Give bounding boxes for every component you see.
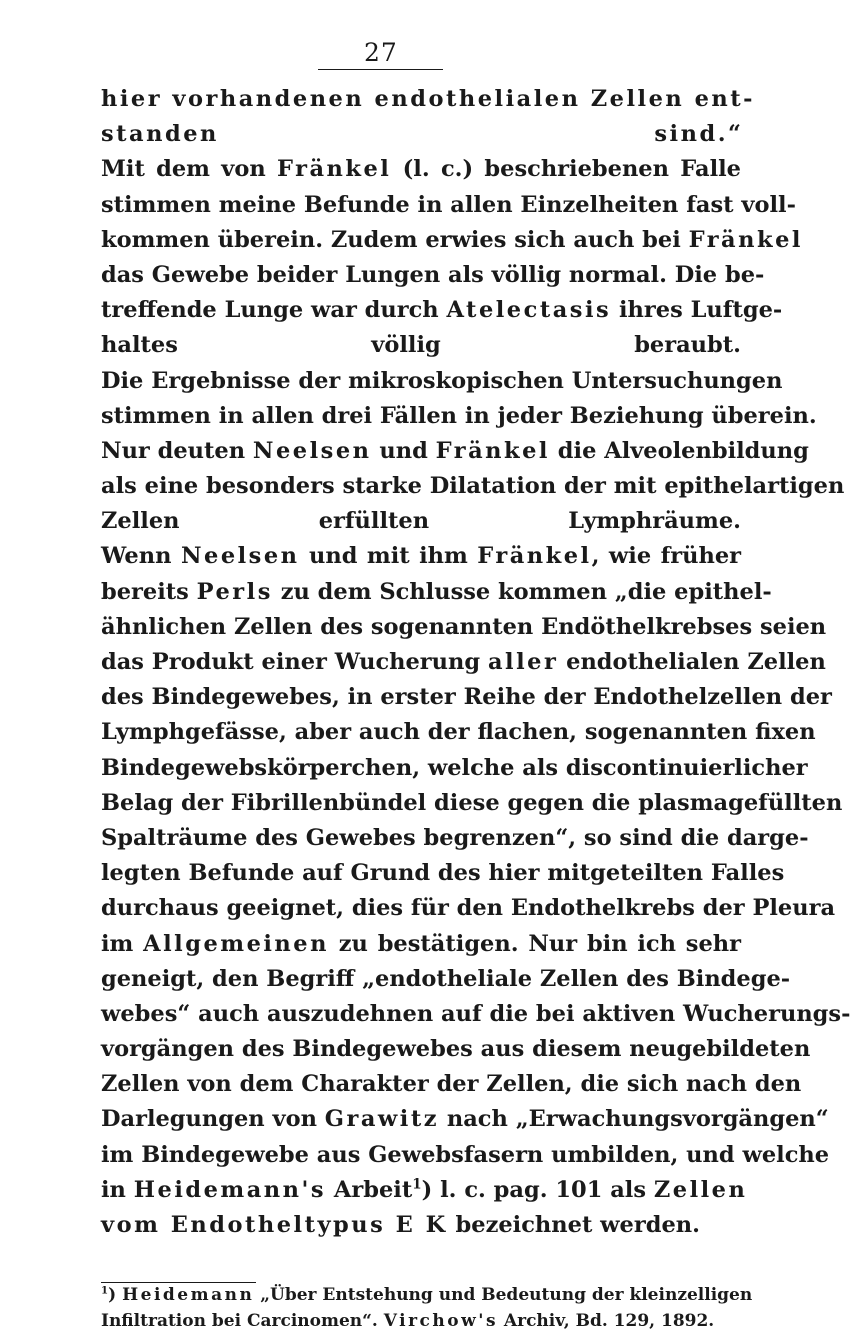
text-run: Archiv, Bd. 129, 1892. [498, 1310, 715, 1331]
text-run: Zellen erfüllten Lymphräume. [101, 508, 741, 535]
text-run: „Über Entstehung und Bedeutung der kleinzelligen [254, 1285, 753, 1305]
text-run: stimmen meine Befunde in allen Einzelheiten fast voll- [101, 191, 796, 218]
spaced-text: Neelsen [252, 437, 372, 464]
spaced-text: vom Endotheltypus E K [101, 1212, 448, 1238]
text-run: Die Ergebnisse der mikroskopischen Untersuchungen [101, 367, 783, 394]
page-number: 27 [364, 38, 398, 67]
text-run: Lymphgefässe, aber auch der flachen, sogenannten fixen [101, 719, 816, 746]
text-run: Nur deuten [101, 437, 253, 464]
text-run: Wenn [101, 543, 181, 570]
text-run: zu bestätigen. Nur bin ich sehr [328, 930, 741, 957]
text-line [101, 715, 816, 750]
text-run: stimmen in allen drei Fällen in jeder Beziehung überein. [101, 402, 817, 429]
text-run: endothelialen Zellen [558, 649, 826, 675]
text-run: als eine besonders starke Dilatation der mit epithelartigen [101, 473, 845, 500]
text-line [101, 1067, 802, 1102]
text-run: des Bindegewebes, in erster Reihe der Endothelzellen der [101, 684, 832, 711]
text-line [101, 1102, 829, 1137]
spaced-text: Allgemeinen [143, 930, 329, 957]
text-line [101, 962, 791, 997]
spaced-text: standen sind. [101, 121, 729, 148]
footnote-marker: 1 [101, 1284, 109, 1297]
text-line [101, 399, 817, 434]
spaced-text: Grawitz [324, 1106, 440, 1133]
spaced-text: Fränkel [435, 437, 550, 464]
text-run: im Bindegewebe aus Gewebsfasern umbilden, und welche [101, 1141, 830, 1168]
text-run: Arbeit [326, 1176, 413, 1203]
text-line [101, 152, 741, 187]
text-run: “ [728, 121, 741, 148]
text-line [101, 751, 808, 786]
text-line [101, 188, 796, 223]
spaced-text: Neelsen [180, 543, 300, 570]
text-run: geneigt, den Begriff „endotheliale Zellen des Bindege- [101, 965, 791, 992]
spaced-text: Perls [196, 578, 273, 605]
text-line [101, 997, 850, 1032]
text-run: Mit dem von [101, 156, 278, 183]
footnote-line [101, 1283, 753, 1309]
text-run: das Gewebe beider Lungen als völlig normal. Die be- [101, 261, 765, 288]
text-line [101, 469, 845, 504]
text-line [101, 680, 832, 715]
text-run: und mit ihm [299, 543, 478, 570]
text-run: legten Befunde auf Grund des hier mitgeteilten Falles [101, 860, 785, 887]
text-run: webes“ auch auszudehnen auf die bei aktiven Wucherungs- [101, 1000, 850, 1027]
text-run: (l. c.) beschriebenen Falle [391, 156, 741, 183]
text-line [101, 645, 826, 680]
text-run: durchaus geeignet, dies für den Endothelkrebs der Pleura [101, 895, 836, 922]
spaced-text: Fränkel [688, 226, 803, 253]
text-run: Spalträume des Gewebes begrenzen“, so sind die darge- [101, 824, 809, 851]
spaced-text: hier vorhandenen endothelialen Zellen ent- [101, 86, 756, 112]
spaced-text: Fränkel [277, 156, 392, 183]
text-run: treffende Lunge war durch [101, 297, 447, 324]
text-run: Darlegungen von [101, 1106, 325, 1133]
text-run: bereits [101, 578, 197, 605]
text-line [101, 293, 783, 328]
text-line [101, 786, 843, 821]
text-line [101, 364, 783, 399]
spaced-text: Fränkel [477, 543, 592, 570]
text-run: im [101, 930, 144, 957]
text-line [101, 504, 741, 539]
text-line [101, 610, 827, 645]
text-run: haltes völlig beraubt. [101, 332, 741, 359]
text-line [101, 927, 741, 962]
text-line [101, 258, 765, 293]
text-run: in [101, 1176, 134, 1203]
text-run: ihres Luftge- [611, 297, 783, 324]
text-line [101, 1032, 811, 1067]
body-text [101, 82, 850, 1243]
text-line [101, 1173, 748, 1208]
text-line [101, 434, 809, 469]
text-line [101, 117, 741, 152]
text-run: , wie früher [591, 543, 742, 570]
text-line [101, 223, 803, 258]
text-line [101, 821, 809, 856]
text-run: ähnlichen Zellen des sogenannten Endöthelkrebses seien [101, 613, 827, 640]
spaced-text: Heidemann [122, 1285, 255, 1305]
spaced-text: Virchow's [383, 1310, 499, 1331]
text-run: Belag der Fibrillenbündel diese gegen die plasmagefüllten [101, 789, 843, 816]
spaced-text: Atelectasis [446, 297, 612, 324]
text-line [101, 539, 741, 574]
text-run: ) [108, 1285, 123, 1305]
text-run: zu dem Schlusse kommen „die epithel- [272, 578, 772, 605]
text-line [101, 328, 741, 363]
footnote-line [101, 1309, 741, 1335]
header-rule [318, 69, 443, 70]
text-line [101, 856, 785, 891]
spaced-text: Heidemann's [133, 1176, 327, 1203]
text-run: nach „Erwachungsvorgängen“ [439, 1106, 829, 1133]
text-line [101, 82, 756, 117]
text-run: bezeichnet werden. [447, 1212, 700, 1238]
text-run: ) l. c. pag. 101 als [421, 1176, 654, 1203]
text-run: Bindegewebskörperchen, welche als discontinuierlicher [101, 754, 808, 781]
text-line [101, 1208, 741, 1243]
spaced-text: aller [487, 649, 559, 675]
text-line [101, 1138, 830, 1173]
footnote-marker: 1 [412, 1176, 422, 1193]
text-run: vorgängen des Bindegewebes aus diesem neugebildeten [101, 1036, 811, 1063]
text-run: kommen überein. Zudem erwies sich auch bei [101, 226, 689, 253]
text-line [101, 575, 772, 610]
text-run: und [371, 437, 436, 464]
text-line [101, 891, 836, 926]
text-run: das Produkt einer Wucherung [101, 649, 488, 675]
text-run: die Alveolenbildung [549, 437, 809, 464]
text-run: Infiltration bei Carcinomen“. [101, 1310, 384, 1331]
footnote [101, 1283, 753, 1334]
spaced-text: Zellen [653, 1176, 748, 1203]
text-run: Zellen von dem Charakter der Zellen, die sich nach den [101, 1071, 802, 1098]
